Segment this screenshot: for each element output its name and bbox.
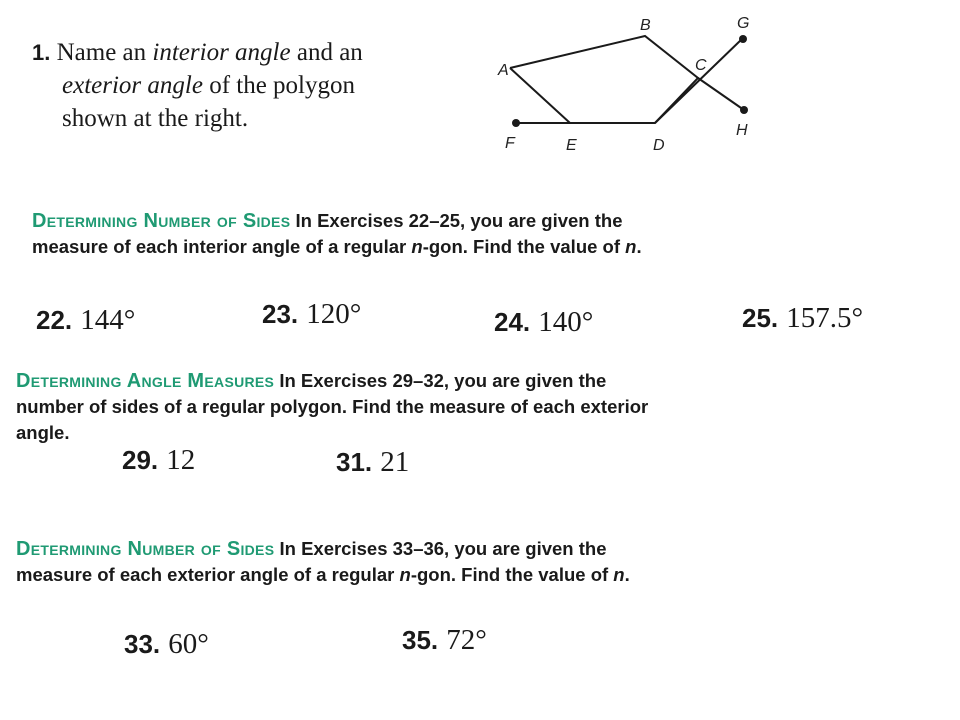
- problem-1-line-2: [32, 69, 432, 102]
- exercise-number: 22.: [36, 305, 73, 335]
- section-text: In Exercises 29–32, you are given the: [279, 370, 607, 391]
- variable-n: n: [411, 236, 423, 257]
- label-e: E: [566, 137, 577, 154]
- section-2-line-1: [16, 368, 648, 394]
- section-text: measure of each exterior angle of a regular: [16, 564, 400, 585]
- section-1-line-2: [32, 234, 642, 260]
- polygon-figure: [480, 0, 780, 170]
- problem-number: 1.: [32, 40, 51, 65]
- point-h: [740, 106, 748, 114]
- label-b: B: [640, 17, 651, 34]
- problem-emphasis: exterior angle: [62, 72, 203, 99]
- section-title: Determining Number of Sides: [32, 210, 291, 232]
- exercise-35: [402, 624, 487, 657]
- exercise-number: 24.: [494, 307, 531, 337]
- exercise-value: 120°: [306, 298, 362, 330]
- section-text: .: [624, 564, 630, 585]
- label-h: H: [736, 122, 748, 139]
- exercise-31: [336, 446, 409, 479]
- exercise-number: 35.: [402, 625, 439, 655]
- section-2-line-2: number of sides of a regular polygon. Find the measure of each exterior: [16, 396, 649, 417]
- section-title: Determining Angle Measures: [16, 370, 275, 392]
- problem-text: of the polygon: [202, 72, 356, 99]
- problem-text: Name an: [56, 39, 153, 66]
- problem-1-line-3: shown at the right.: [62, 105, 249, 132]
- variable-n: n: [625, 236, 637, 257]
- problem-emphasis: interior angle: [152, 39, 291, 66]
- exercise-value: 72°: [446, 624, 487, 656]
- label-g: G: [737, 15, 750, 32]
- problem-1-line-1: [32, 36, 432, 69]
- section-2-instructions: [16, 368, 648, 446]
- label-d: D: [653, 137, 665, 154]
- section-text: -gon. Find the value of: [410, 564, 614, 585]
- label-a: A: [498, 62, 509, 79]
- problem-1-text: [32, 36, 432, 135]
- exercise-33: [124, 628, 209, 661]
- variable-n: n: [399, 564, 411, 585]
- segment-cg: [655, 38, 743, 123]
- label-f: F: [505, 135, 515, 152]
- problem-text: and an: [290, 39, 363, 66]
- exercise-29: [122, 444, 195, 477]
- exercise-number: 31.: [336, 447, 373, 477]
- exercise-value: 157.5°: [786, 302, 864, 334]
- section-text: -gon. Find the value of: [422, 236, 626, 257]
- section-2-line-3: angle.: [16, 422, 70, 443]
- exercise-number: 29.: [122, 445, 159, 475]
- section-text: In Exercises 22–25, you are given the: [295, 210, 623, 231]
- section-3-line-1: [16, 536, 630, 562]
- exercise-value: 12: [166, 444, 196, 476]
- section-3-line-2: [16, 562, 630, 588]
- exercise-22: [36, 304, 135, 337]
- exercise-value: 144°: [80, 304, 136, 336]
- label-c: C: [695, 57, 707, 74]
- exercise-number: 33.: [124, 629, 161, 659]
- section-text: measure of each interior angle of a regular: [32, 236, 412, 257]
- exercise-value: 140°: [538, 306, 594, 338]
- section-text: In Exercises 33–36, you are given the: [279, 538, 607, 559]
- point-g: [739, 35, 747, 43]
- exercise-value: 21: [380, 446, 410, 478]
- exercise-23: [262, 298, 361, 331]
- point-f: [512, 119, 520, 127]
- section-3-instructions: [16, 536, 630, 588]
- exercise-24: [494, 306, 593, 339]
- segment-ch: [698, 78, 744, 110]
- exercise-25: [742, 302, 863, 335]
- exercise-number: 25.: [742, 303, 779, 333]
- exercise-value: 60°: [168, 628, 209, 660]
- exercise-number: 23.: [262, 299, 299, 329]
- section-1-instructions: [32, 208, 642, 260]
- section-title: Determining Number of Sides: [16, 538, 275, 560]
- variable-n: n: [613, 564, 625, 585]
- section-text: .: [636, 236, 642, 257]
- section-1-line-1: [32, 208, 642, 234]
